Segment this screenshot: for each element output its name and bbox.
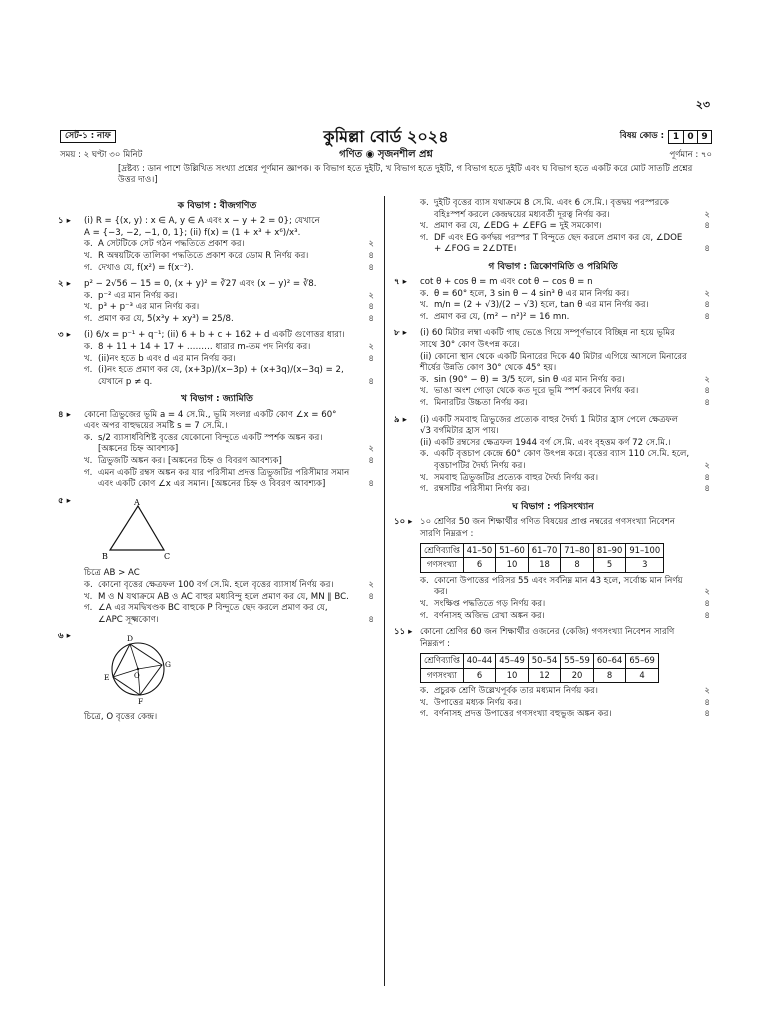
question-11 xyxy=(394,627,712,721)
section-heading: গ বিভাগ : ত্রিকোণমিতি ও পরিমিতি xyxy=(488,261,618,272)
sub-question: গ. (i)নং হতে প্রমাণ কর যে, (x+3p)/(x−3p) + (x+3q)/(x−3q) = 2, যেখানে p ≠ q. ৪ xyxy=(84,365,374,387)
marks: ২ xyxy=(368,239,374,250)
subject-code-box xyxy=(668,130,712,144)
marks: ৪ xyxy=(368,614,374,625)
marks: ৪ xyxy=(704,311,710,322)
marks: ২ xyxy=(704,686,710,697)
question-6 xyxy=(58,631,376,723)
question-number: ১০ ▸ xyxy=(394,516,413,527)
table-row: গণসংখ্যা 6 10 18 8 5 3 xyxy=(421,558,664,572)
stem-line: A = {−3, −2, −1, 0, 1}; (ii) f(x) = (1 + x³ + x⁶)/x³. xyxy=(84,227,301,238)
marks: ৪ xyxy=(368,479,374,490)
stem-line: (ii) কোনো স্থান থেকে একটি মিনারের দিকে 40 মিটার এগিয়ে আসলে মিনারের শীর্ষের উন্নতি কোণ 30° থেকে 45° হয়। xyxy=(420,351,687,374)
question-number: ৭ ▸ xyxy=(394,277,407,288)
marks: ৪ xyxy=(704,386,710,397)
marks: ৪ xyxy=(368,376,374,387)
marks: ২ xyxy=(704,374,710,385)
table-row: শ্রেণিব্যাপ্তি 40–44 45–49 50–54 55–59 60–64 65–69 xyxy=(421,654,659,668)
sub-question: খ. প্রমাণ কর যে, ∠EDG + ∠EFG = দুই সমকোণ। ৪ xyxy=(420,221,710,232)
marks: ৪ xyxy=(704,300,710,311)
marks: ৪ xyxy=(704,484,710,495)
sub-question: ক. দুইটি বৃত্তের ব্যাস যথাক্রমে 8 সে.মি. এবং 6 সে.মি.। বৃত্তদ্বয় পরস্পরকে বহিঃস্পর্শ করলে কেন্দ্রদ্বয়ের মধ্যবর্তী দূরত্ব নির্ণয় কর। ২ xyxy=(420,198,710,220)
subject-code xyxy=(620,130,712,144)
sub-question: খ. সংক্ষিপ্ত পদ্ধতিতে গড় নির্ণয় কর। ৪ xyxy=(420,599,710,609)
sub-question: গ. দেখাও যে, f(x²) = f(x⁻²). ৪ xyxy=(84,262,374,273)
label-a: A xyxy=(134,497,140,507)
marks: ৪ xyxy=(704,221,710,232)
stem-line: (i) R = {(x, y) : x ∈ A, y ∈ A এবং x − y + 2 = 0}; যেখানে xyxy=(84,216,320,227)
triangle-abc xyxy=(110,506,164,550)
stem-line: cot θ + cos θ = m এবং cot θ − cos θ = n xyxy=(420,277,593,288)
question-4 xyxy=(58,410,376,491)
section-heading: ঘ বিভাগ : পরিসংখ্যান xyxy=(512,501,594,512)
sub-question: গ. প্রমাণ কর যে, 5(x³y + xy³) = 25/8. ৪ xyxy=(84,313,374,324)
marks: ৪ xyxy=(704,697,710,708)
section-heading: খ বিভাগ : জ্যামিতি xyxy=(181,394,253,405)
sub-question: ক. p⁻² এর মান নির্ণয় কর। ২ xyxy=(84,290,374,301)
sub-question: খ. M ও N যথাক্রমে AB ও AC বাহুর মধ্যবিন্দু হলে প্রমাণ কর যে, MN ∥ BC. ৪ xyxy=(84,591,374,602)
question-3 xyxy=(58,330,376,388)
question-2 xyxy=(58,279,376,325)
question-number: ৩ ▸ xyxy=(58,330,71,341)
marks: ২ xyxy=(704,461,710,472)
question-number: ৯ ▸ xyxy=(394,414,407,425)
sub-question: গ. DF এবং EG কর্ণদ্বয় পরস্পর T বিন্দুতে ছেদ করলে প্রমাণ কর যে, ∠DOE + ∠FOG = 2∠DTE। ৪ xyxy=(420,232,710,255)
sub-question: ক. কোনো উপাত্তের পরিসর 55 এবং সর্বনিম্ন মান 43 হলে, সর্বোচ্চ মান নির্ণয় কর। ২ xyxy=(420,575,710,598)
sub-question: গ. বর্ণনাসহ প্রদত্ত উপাত্তের গণসংখ্যা বহুভুজ অঙ্কন কর। ৪ xyxy=(420,709,710,720)
question-7 xyxy=(394,277,712,323)
marks: ৪ xyxy=(704,610,710,621)
subject-title: গণিত ◉ সৃজনশীল প্রশ্ন xyxy=(339,149,433,160)
circle-figure xyxy=(98,633,188,705)
sub-question: গ. ∠A এর সমদ্বিখণ্ডক BC বাহুকে P বিন্দুতে ছেদ করলে প্রমাণ কর যে, ∠APC সূক্ষ্মকোণ। ৪ xyxy=(84,603,374,625)
code-digit: 9 xyxy=(697,131,711,143)
sub-question: ক. 8 + 11 + 14 + 17 + ……… ধারার m-তম পদ নির্ণয় কর। ২ xyxy=(84,342,374,353)
sub-question: খ. সমবাহু ত্রিভুজটির প্রত্যেক বাহুর দৈর্ঘ্য নির্ণয় কর। ৪ xyxy=(420,472,710,483)
label-e: E xyxy=(104,673,110,683)
right-column xyxy=(394,196,712,726)
marks: ৪ xyxy=(368,455,374,466)
question-number: ৪ ▸ xyxy=(58,409,71,420)
label-b: B xyxy=(102,551,108,561)
stem-line: (i) 60 মিটার লম্বা একটি গাছ ভেঙে গিয়ে সম্পূর্ণভাবে বিচ্ছিন্ন না হয়ে ভূমির সাথে 30° কোণ উৎপন্ন করে। xyxy=(420,328,675,351)
marks: ৪ xyxy=(704,472,710,483)
marks: ৪ xyxy=(704,709,710,720)
sub-question: খ. p³ + p⁻³ এর মান নির্ণয় কর। ৪ xyxy=(84,302,374,313)
marks: ২ xyxy=(704,587,710,598)
table-row: গণসংখ্যা 6 10 12 20 8 4 xyxy=(421,668,659,682)
marks: ৪ xyxy=(704,244,710,255)
question-number: ৬ ▸ xyxy=(58,631,71,642)
label-d: D xyxy=(127,634,134,644)
marks: ৪ xyxy=(368,353,374,364)
sub-question: ক. θ = 60° হলে, 3 sin θ − 4 sin³ θ এর মান নির্ণয় কর। ২ xyxy=(420,288,710,299)
question-number: ১ ▸ xyxy=(58,216,71,227)
question-number: ২ ▸ xyxy=(58,279,71,290)
stem-line: p² − 2√56 − 15 = 0, (x + y)² = ∛27 এবং (x − y)² = ∛8. xyxy=(84,279,317,290)
sub-question: ক. s/2 ব্যাসার্ধবিশিষ্ট বৃত্তের যেকোনো বিন্দুতে একটি স্পর্শক অঙ্কন কর। [অঙ্কনের চিহ্ন আবশ্যক] ২ xyxy=(84,432,374,455)
stem-line: ১০ শ্রেণির 50 জন শিক্ষার্থীর গণিত বিষয়ের প্রাপ্ত নম্বরের গণসংখ্যা নিবেশন সারণি নিম্নরূপ : xyxy=(420,516,675,539)
sub-question: খ. উপাত্তের মধ্যক নির্ণয় কর। ৪ xyxy=(420,697,710,708)
sub-question: গ. প্রমাণ কর যে, (m² − n²)² = 16 mn. ৪ xyxy=(420,311,710,322)
sub-question: গ. রম্বসটির পরিসীমা নির্ণয় কর। ৪ xyxy=(420,484,710,495)
exam-time: সময় : ২ ঘণ্টা ৩০ মিনিট xyxy=(60,150,143,160)
triangle-figure xyxy=(98,498,188,562)
marks: ২ xyxy=(368,579,374,590)
question-9 xyxy=(394,415,712,496)
question-number: ৮ ▸ xyxy=(394,328,407,339)
marks: ২ xyxy=(368,444,374,455)
full-marks: পূর্ণমান : ৭০ xyxy=(669,150,712,160)
marks: ৪ xyxy=(368,591,374,602)
label-g: G xyxy=(165,660,171,670)
sub-question: ক. কোনো বৃত্তের ক্ষেত্রফল 100 বর্গ সে.মি. হলে বৃত্তের ব্যাসার্ধ নির্ণয় কর। ২ xyxy=(84,579,374,590)
radius-og xyxy=(138,665,162,669)
marks: ২ xyxy=(368,290,374,301)
label-c: C xyxy=(164,551,171,561)
sub-question: ক. A সেটটিকে সেট গঠন পদ্ধতিতে প্রকাশ কর। ২ xyxy=(84,239,374,250)
stem-line: (i) 6/x = p⁻¹ + q⁻¹; (ii) 6 + b + c + 162 + d একটি গুণোত্তর ধারা। xyxy=(84,330,345,341)
stem-line: কোনো শ্রেণির 60 জন শিক্ষার্থীর ওজনের (কেজি) গণসংখ্যা নিবেশন সারণি নিম্নরূপ : xyxy=(420,627,675,649)
question-10 xyxy=(394,517,712,622)
sub-question: ক. প্রচুরক শ্রেণি উল্লেখপূর্বক তার মধ্যমান নির্ণয় কর। ২ xyxy=(420,686,710,697)
sub-question: গ. মিনারটির উচ্চতা নির্ণয় কর। ৪ xyxy=(420,398,710,409)
marks: ৪ xyxy=(368,262,374,273)
frequency-table xyxy=(420,543,664,573)
marks: ৪ xyxy=(368,302,374,313)
left-column xyxy=(58,196,376,729)
figure-caption: চিত্রে, O বৃত্তের কেন্দ্র। xyxy=(84,711,158,722)
frequency-table xyxy=(420,653,659,683)
question-8 xyxy=(394,328,712,409)
board-title: কুমিল্লা বোর্ড ২০২৪ xyxy=(323,127,449,146)
question-6-continued xyxy=(394,198,712,256)
exam-header xyxy=(60,126,712,196)
sub-question: খ. ত্রিভুজটি অঙ্কন কর। [অঙ্কনের চিহ্ন ও বিবরণ আবশ্যক] ৪ xyxy=(84,455,374,466)
sub-question: ক. sin (90° − θ) = 3/5 হলে, sin θ এর মান নির্ণয় কর। ২ xyxy=(420,374,710,385)
label-f: F xyxy=(138,697,144,706)
question-number: ১১ ▸ xyxy=(394,627,413,638)
sub-question: গ. এমন একটি রম্বস অঙ্কন কর যার পরিসীমা প্রদত্ত ত্রিভুজটির পরিসীমার সমান এবং একটি কোণ ∠x এর সমান। [অঙ্কনের চিহ্ন ও বিবরণ আবশ্যক] ৪ xyxy=(84,467,374,490)
stem-line: কোনো ত্রিভুজের ভূমি a = 4 সে.মি., ভূমি সংলগ্ন একটি কোণ ∠x = 60° এবং অপর বাহুদ্বয়ের সমষ্টি s = 7 সে.মি.। xyxy=(84,409,337,432)
marks: ৪ xyxy=(704,599,710,609)
radius-od xyxy=(130,644,138,669)
marks: ৪ xyxy=(704,398,710,409)
sub-question: খ. R অন্বয়টিকে তালিকা পদ্ধতিতে প্রকাশ করে ডোম R নির্ণয় কর। ৪ xyxy=(84,250,374,261)
marks: ৪ xyxy=(368,250,374,261)
stem-line: (i) একটি সমবাহু ত্রিভুজের প্রত্যেক বাহুর দৈর্ঘ্য 1 মিটার হ্রাস পেলে ক্ষেত্রফল √3 বর্গমিটার হ্রাস পায়। xyxy=(420,414,679,437)
sub-question: গ. বর্ণনাসহ অজিভ রেখা অঙ্কন কর। ৪ xyxy=(420,610,710,621)
subject-code-label: বিষয় কোড : xyxy=(619,131,664,142)
column-divider xyxy=(384,196,385,986)
marks: ২ xyxy=(704,288,710,299)
label-o: O xyxy=(134,672,140,681)
sub-question: ক. একটি বৃত্তচাপ কেন্দ্রে 60° কোণ উৎপন্ন করে। বৃত্তের ব্যাস 110 সে.মি. হলে, বৃত্তচাপটির দৈর্ঘ্য নির্ণয় কর। ২ xyxy=(420,449,710,472)
code-digit: 0 xyxy=(683,131,697,143)
section-heading: ক বিভাগ : বীজগণিত xyxy=(177,201,257,211)
center-dot xyxy=(137,668,139,670)
marks: ২ xyxy=(368,342,374,353)
question-5 xyxy=(58,496,376,627)
stem-line: (ii) একটি রম্বসের ক্ষেত্রফল 1944 বর্গ সে.মি. এবং বৃহত্তম কর্ণ 72 সে.মি.। xyxy=(420,437,671,448)
set-label: সেট-১ : নাফ xyxy=(60,130,116,143)
sub-question: খ. ভাঙা অংশ গোড়া থেকে কত দূরে ভূমি স্পর্শ করবে নির্ণয় কর। ৪ xyxy=(420,386,710,397)
marks: ২ xyxy=(704,209,710,220)
question-number: ৫ ▸ xyxy=(58,495,71,506)
instruction-note: [দ্রষ্টব্য : ডান পাশে উল্লিখিত সংখ্যা প্রশ্নের পূর্ণমান জ্ঞাপক। ক বিভাগ হতে দুইটি, খ বিভাগ হতে দুইটি, গ বিভাগ হতে দুইটি এবং ঘ বিভাগ হতে একটি করে মোট সাতটি প্রশ্নের উত্তর দাও।] xyxy=(118,164,693,186)
table-row: শ্রেণিব্যাপ্তি 41–50 51–60 61–70 71–80 81–90 91–100 xyxy=(421,544,664,558)
marks: ৪ xyxy=(368,313,374,324)
sub-question: খ. (ii)নং হতে b এবং d এর মান নির্ণয় কর। ৪ xyxy=(84,353,374,364)
sub-question: খ. m/n = (2 + √3)/(2 − √3) হলে, tan θ এর মান নির্ণয় কর। ৪ xyxy=(420,300,710,311)
code-digit: 1 xyxy=(672,132,680,142)
figure-caption: চিত্রে AB > AC xyxy=(84,568,140,579)
page-number: ২৩ xyxy=(695,98,710,111)
question-1 xyxy=(58,216,376,274)
